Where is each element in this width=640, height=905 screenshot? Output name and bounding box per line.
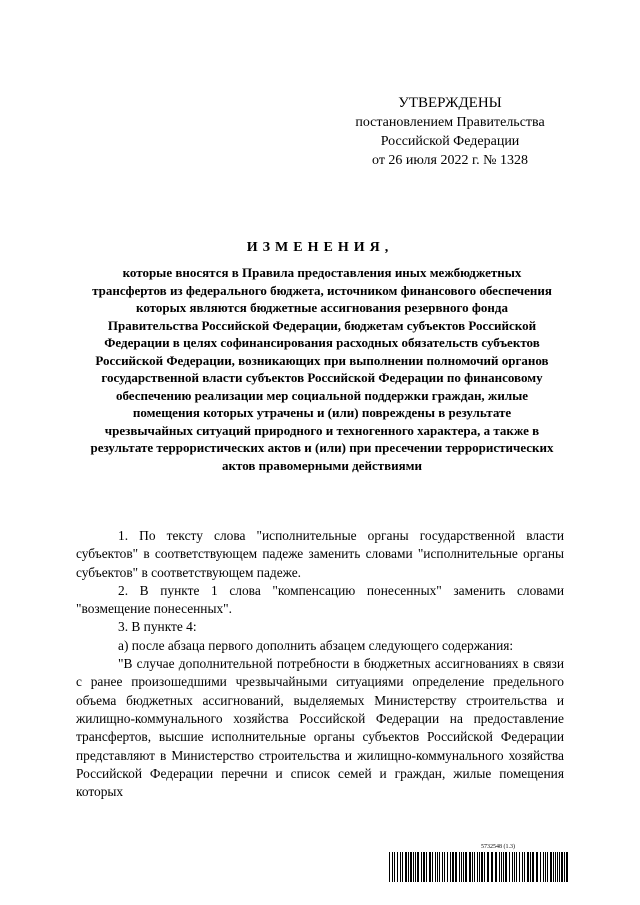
approval-line-1: постановлением Правительства <box>355 115 545 130</box>
barcode-bar <box>530 852 531 882</box>
barcode-bar <box>426 852 427 882</box>
barcode-bar <box>536 852 538 882</box>
barcode-bar <box>495 852 497 882</box>
barcode-bar <box>447 852 448 882</box>
barcode-bar <box>524 852 525 882</box>
barcode-bar <box>402 852 403 882</box>
barcode-bar <box>550 852 552 882</box>
barcode-bar <box>435 852 436 882</box>
barcode-bar <box>522 852 523 882</box>
barcode-bar <box>561 852 563 882</box>
approval-block <box>340 94 560 170</box>
barcode-bar <box>421 852 422 882</box>
paragraph-5: "В случае дополнительной потребности в бюджетных ассигнованиях в связи с ранее произошедшими чрезвычайными ситуациями определение предельного объема бюджетных ассигнований, выделяемых Министерству строительства и жилищно-коммунального хозяйства Российской Федерации на предоставление трансфертов, высшие исполнительные органы субъектов Российской Федерации представляют в Министерство строительства и жилищно-коммунального хозяйства Российской Федерации перечни и список семей и граждан, жилые помещения которых <box>76 656 564 800</box>
barcode-bar <box>437 852 438 882</box>
barcode-bar <box>553 852 554 882</box>
barcode-bar <box>397 852 398 882</box>
barcode-bar <box>444 852 445 882</box>
barcode-bar <box>389 852 390 882</box>
approval-heading: УТВЕРЖДЕНЫ <box>398 95 502 111</box>
barcode-bar <box>392 852 393 882</box>
paragraph-1: 1. По тексту слова "исполнительные органы государственной власти субъектов" в соответствующем падеже заменить словами "исполнительные органы субъектов" в соответствующем падеже. <box>76 528 564 580</box>
barcode-number: 5732548 (1.3) <box>481 844 515 850</box>
barcode-bar <box>503 852 504 882</box>
document-body <box>76 527 564 801</box>
document-subtitle: которые вносятся в Правила предоставления иных межбюджетных трансфертов из федерального бюджета, источником финансового обеспечения которых являются бюджетные ассигнования резервного фонда Правительства Российской Федерации, бюджетам субъектов Российской Федерации в целях софинансирования расходных обязательств субъектов Российской Федерации, возникающих при выполнении полномочий органов государственной власти субъектов Российской Федерации по финансовому обеспечению реализации мер социальной поддержки граждан, жилые помещения которых утрачены и (или) повреждены в результате чрезвычайных ситуаций природного и техногенного характера, а также в результате террористических актов и (или) при пресечении террористических актов правомерными действиями <box>90 265 554 473</box>
barcode-bar <box>481 852 483 882</box>
approval-line-2: Российской Федерации <box>380 134 520 149</box>
barcode-bar <box>432 852 433 882</box>
barcode-bar <box>400 852 401 882</box>
barcode-image <box>388 852 570 882</box>
barcode-bar <box>519 852 520 882</box>
barcode-bar <box>429 852 431 882</box>
barcode-bar <box>477 852 478 882</box>
barcode-bar <box>505 852 507 882</box>
barcode-bar <box>516 852 517 882</box>
barcode-bar <box>532 852 534 882</box>
paragraph-2: 2. В пункте 1 слова "компенсацию понесенных" заменить словами "возмещение понесенных". <box>76 582 564 617</box>
barcode-bar <box>413 852 414 882</box>
barcode-bar <box>450 852 451 882</box>
barcode-bar <box>566 852 568 882</box>
barcode-bar <box>417 852 419 882</box>
paragraph-4: а) после абзаца первого дополнить абзацем следующего содержания: <box>118 637 514 653</box>
approval-line-3: от 26 июля 2022 г. № 1328 <box>372 153 528 168</box>
barcode-bar <box>499 852 500 882</box>
barcode-bar <box>557 852 558 882</box>
barcode-bar <box>514 852 515 882</box>
barcode-bar <box>564 852 565 882</box>
barcode-bar <box>459 852 460 882</box>
barcode-bar <box>512 852 513 882</box>
barcode-bar <box>423 852 425 882</box>
barcode-block <box>388 843 570 882</box>
barcode-bar <box>408 852 409 882</box>
barcode-bar <box>545 852 546 882</box>
barcode-bar <box>442 852 443 882</box>
barcode-bar <box>509 852 510 882</box>
barcode-bar <box>479 852 480 882</box>
barcode-bar <box>469 852 471 882</box>
barcode-bar <box>555 852 556 882</box>
barcode-bar <box>465 852 467 882</box>
barcode-bar <box>415 852 416 882</box>
barcode-bar <box>474 852 475 882</box>
barcode-bar <box>501 852 502 882</box>
barcode-bar <box>543 852 544 882</box>
barcode-bar <box>455 852 457 882</box>
barcode-bar <box>410 852 412 882</box>
barcode-bar <box>463 852 464 882</box>
document-title: ИЗМЕНЕНИЯ, <box>246 240 394 255</box>
barcode-bar <box>484 852 485 882</box>
barcode-bar <box>540 852 541 882</box>
barcode-bar <box>452 852 454 882</box>
barcode-bar <box>487 852 489 882</box>
barcode-bar <box>405 852 407 882</box>
barcode-bar <box>472 852 473 882</box>
barcode-bar <box>559 852 560 882</box>
barcode-bar <box>461 852 462 882</box>
barcode-bar <box>547 852 548 882</box>
paragraph-3: 3. В пункте 4: <box>118 619 197 635</box>
barcode-bar <box>491 852 493 882</box>
barcode-bar <box>439 852 440 882</box>
barcode-bar <box>394 852 395 882</box>
barcode-bar <box>527 852 529 882</box>
